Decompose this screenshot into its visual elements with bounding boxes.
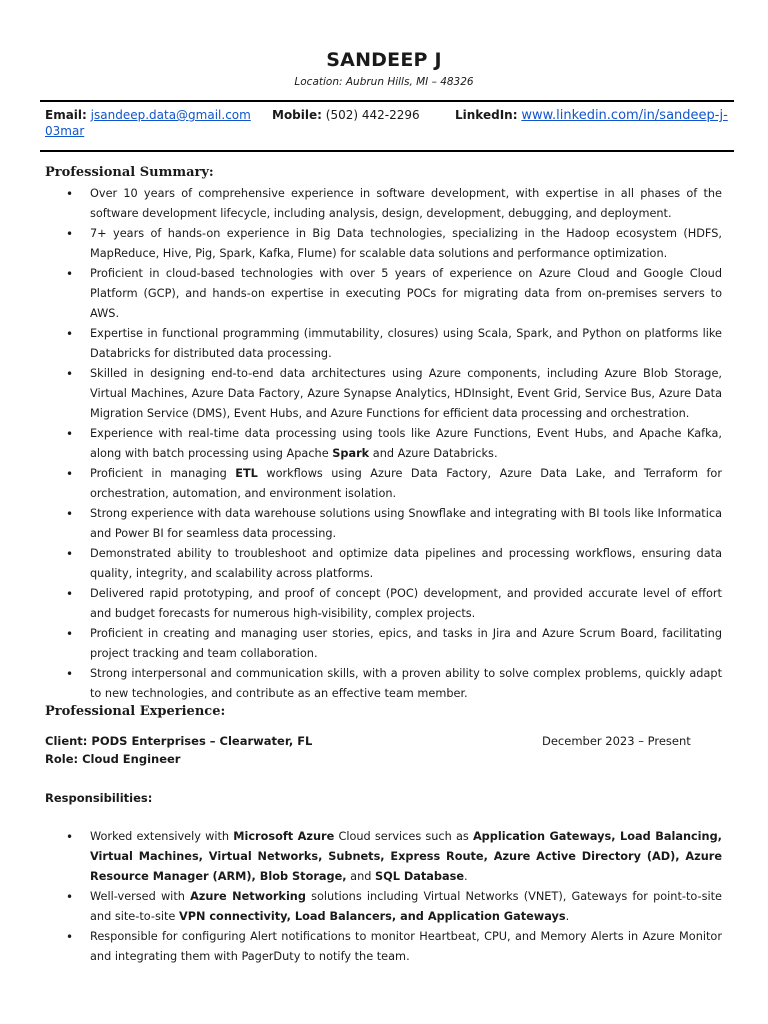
list-item bbox=[45, 927, 722, 967]
list-item-bold: SQL Database bbox=[375, 870, 465, 883]
list-item bbox=[45, 827, 722, 887]
bullet-icon: • bbox=[66, 187, 74, 201]
list-item-text: and Azure Databricks. bbox=[369, 447, 498, 460]
bullet-icon: • bbox=[66, 507, 74, 521]
list-item-text: Delivered rapid prototyping, and proof of concept (POC) development, and provided accurate level of effort and budget forecasts for numerous high-visibility, complex projects. bbox=[90, 587, 722, 620]
list-item-bold: Microsoft Azure bbox=[233, 830, 335, 843]
employment-dates: December 2023 – Present bbox=[542, 734, 691, 748]
bullet-icon: • bbox=[66, 427, 74, 441]
mobile-label: Mobile: bbox=[272, 108, 322, 122]
list-item-text: Cloud services such as bbox=[334, 830, 473, 843]
list-item bbox=[45, 224, 722, 264]
contact-email bbox=[45, 107, 251, 123]
list-item-text: Over 10 years of comprehensive experience in software development, with expertise in all phases of the software development lifecycle, including analysis, design, development, debugging, and deployment. bbox=[90, 187, 722, 220]
bullet-icon: • bbox=[66, 227, 74, 241]
list-item bbox=[45, 544, 722, 584]
list-item-text: and bbox=[346, 870, 376, 883]
bullet-icon: • bbox=[66, 547, 74, 561]
linkedin-link-continued[interactable]: 03mar bbox=[45, 124, 85, 138]
list-item-bold: ETL bbox=[235, 467, 258, 480]
bullet-icon: • bbox=[66, 667, 74, 681]
list-item-bold: Application Gateways, Load Balancing, Virtual Machines, Virtual Networks, Subnets, Express Route, Azure Active Directory (AD), Azure Resource Manager (ARM), Blob Storage, bbox=[90, 830, 722, 883]
list-item-text: Demonstrated ability to troubleshoot and optimize data pipelines and processing workflows, ensuring data quality, integrity, and scalability across platforms. bbox=[90, 547, 722, 580]
list-item-text: . bbox=[565, 910, 570, 923]
bullet-icon: • bbox=[66, 267, 74, 281]
list-item bbox=[45, 624, 722, 664]
list-item-text: Strong experience with data warehouse solutions using Snowflake and integrating with BI tools like Informatica and Power BI for seamless data processing. bbox=[90, 507, 722, 540]
responsibilities-heading: Responsibilities: bbox=[45, 791, 153, 805]
bullet-icon: • bbox=[66, 627, 74, 641]
list-item-bold: VPN connectivity, Load Balancers, and Application Gateways bbox=[178, 910, 566, 923]
list-item-text: Strong interpersonal and communication skills, with a proven ability to solve complex problems, quickly adapt to new technologies, and contribute as an effective team member. bbox=[90, 667, 722, 700]
summary-heading: Professional Summary: bbox=[45, 165, 214, 180]
mobile-number: (502) 442-2296 bbox=[325, 108, 420, 122]
linkedin-label: LinkedIn: bbox=[455, 108, 518, 122]
client-name: Client: PODS Enterprises – Clearwater, FL bbox=[45, 734, 313, 748]
list-item bbox=[45, 584, 722, 624]
list-item-bold: Azure Networking bbox=[190, 890, 306, 903]
list-item-text: Expertise in functional programming (immutability, closures) using Scala, Spark, and Python on platforms like Databricks for distributed data processing. bbox=[90, 327, 722, 360]
list-item-text: Experience with real-time data processing using tools like Azure Functions, Event Hubs, and Apache Kafka, along with batch processing using Apache bbox=[90, 427, 722, 460]
list-item bbox=[45, 184, 722, 224]
list-item-bold: Spark bbox=[332, 447, 370, 460]
bullet-icon: • bbox=[66, 890, 74, 904]
list-item bbox=[45, 504, 722, 544]
list-item bbox=[45, 264, 722, 324]
email-link[interactable]: jsandeep.data@gmail.com bbox=[90, 108, 251, 122]
bullet-icon: • bbox=[66, 367, 74, 381]
bullet-icon: • bbox=[66, 930, 74, 944]
list-item-text: Skilled in designing end-to-end data architectures using Azure components, including Azure Blob Storage, Virtual Machines, Azure Data Factory, Azure Synapse Analytics, HDInsight, Event Grid, Service Bus, Azure Data Migration Service (DMS), Event Hubs, and Azure Functions for efficient data processing and orchestration. bbox=[90, 367, 722, 420]
list-item-text: Proficient in creating and managing user stories, epics, and tasks in Jira and Azure Scrum Board, facilitating project tracking and team collaboration. bbox=[90, 627, 722, 660]
linkedin-link[interactable]: www.linkedin.com/in/sandeep-j- bbox=[521, 108, 728, 123]
list-item-text: solutions including Virtual Networks (VNET), Gateways for point-to-site and site-to-site bbox=[90, 890, 723, 923]
responsibilities-list bbox=[45, 827, 722, 967]
contact-mobile bbox=[272, 107, 420, 123]
list-item-text: Well-versed with bbox=[90, 890, 191, 903]
list-item-text: Responsible for configuring Alert notifications to monitor Heartbeat, CPU, and Memory Alerts in Azure Monitor and integrating them with PagerDuty to notify the team. bbox=[90, 930, 722, 963]
list-item-text: Proficient in cloud-based technologies with over 5 years of experience on Azure Cloud and Google Cloud Platform (GCP), and hands-on expertise in executing POCs for migrating data from on-premises servers to AWS. bbox=[90, 267, 722, 320]
list-item bbox=[45, 887, 722, 927]
bullet-icon: • bbox=[66, 467, 74, 481]
header-divider-bottom bbox=[40, 150, 734, 152]
list-item bbox=[45, 464, 722, 504]
email-label: Email: bbox=[45, 108, 87, 122]
list-item bbox=[45, 664, 722, 704]
list-item bbox=[45, 364, 722, 424]
bullet-icon: • bbox=[66, 327, 74, 341]
experience-heading: Professional Experience: bbox=[45, 704, 226, 719]
list-item-text: 7+ years of hands-on experience in Big Data technologies, specializing in the Hadoop ecosystem (HDFS, MapReduce, Hive, Pig, Spark, Kafka, Flume) for scalable data solutions and performance optimization. bbox=[90, 227, 722, 260]
bullet-icon: • bbox=[66, 587, 74, 601]
job-role: Role: Cloud Engineer bbox=[45, 752, 181, 766]
list-item-text: workflows using Azure Data Factory, Azure Data Lake, and Terraform for orchestration, automation, and environment isolation. bbox=[90, 467, 722, 500]
header-divider-top bbox=[40, 100, 734, 102]
list-item bbox=[45, 324, 722, 364]
list-item-text: Worked extensively with bbox=[90, 830, 234, 843]
list-item bbox=[45, 424, 722, 464]
summary-list bbox=[45, 184, 722, 704]
list-item-text: . bbox=[464, 870, 468, 883]
bullet-icon: • bbox=[66, 830, 74, 844]
contact-linkedin bbox=[455, 107, 735, 124]
candidate-name: SANDEEP J bbox=[326, 49, 442, 71]
candidate-location: Location: Aubrun Hills, MI – 48326 bbox=[294, 76, 474, 88]
list-item-text: Proficient in managing bbox=[90, 467, 236, 480]
